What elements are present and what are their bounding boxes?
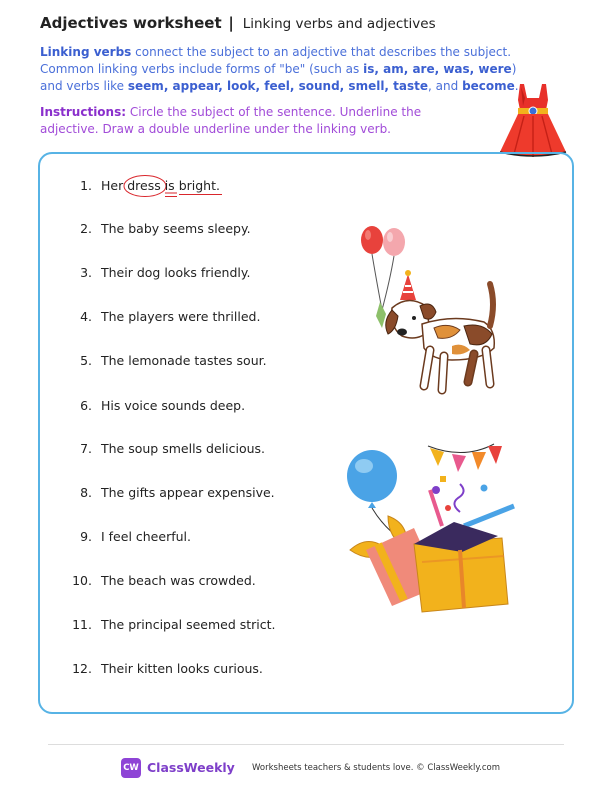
instructions-label: Instructions: xyxy=(40,105,127,119)
item-sentence: His voice sounds deep. xyxy=(101,398,246,413)
item-number: 5. xyxy=(80,353,92,368)
exercise-item xyxy=(64,353,267,368)
intro-label: Linking verbs xyxy=(40,45,132,59)
instructions-paragraph xyxy=(40,104,460,138)
intro-keywords-verbs: seem, appear, look, feel, sound, smell, taste xyxy=(127,79,429,93)
intro-text-2: ) and verbs like xyxy=(40,62,517,93)
exercise-item xyxy=(64,441,265,456)
item-number: 6. xyxy=(80,398,92,413)
exercise-item xyxy=(64,398,245,413)
adjective-underline-mark xyxy=(179,193,223,197)
item-sentence: Their kitten looks curious. xyxy=(101,661,263,676)
example-subject-text: dress xyxy=(127,178,161,193)
title-separator: | xyxy=(228,14,234,32)
item-sentence: The players were thrilled. xyxy=(101,309,261,324)
intro-keyword-become: become xyxy=(462,79,515,93)
intro-keywords-be: is, am, are, was, were xyxy=(363,62,512,76)
item-number: 4. xyxy=(80,309,92,324)
footer-divider xyxy=(48,744,564,745)
item-sentence: I feel cheerful. xyxy=(101,529,191,544)
exercise-item xyxy=(64,661,263,676)
item-sentence: The soup smells delicious. xyxy=(101,441,265,456)
example-word-her: Her xyxy=(101,178,128,193)
example-verb xyxy=(165,178,175,193)
verb-double-underline-mark xyxy=(165,192,179,200)
exercise-item xyxy=(64,309,260,324)
footer-tagline: Worksheets teachers & students love. © ClassWeekly.com xyxy=(252,763,501,773)
red-dress-icon xyxy=(490,80,576,160)
item-sentence: The beach was crowded. xyxy=(101,573,256,588)
item-number: 1. xyxy=(80,178,92,193)
item-number: 7. xyxy=(80,441,92,456)
worksheet-title: Adjectives worksheet xyxy=(40,14,222,32)
exercise-item xyxy=(64,221,251,236)
item-sentence: The baby seems sleepy. xyxy=(101,221,251,236)
exercise-item xyxy=(64,617,276,632)
worksheet-header xyxy=(40,14,436,32)
item-sentence: The principal seemed strict. xyxy=(101,617,276,632)
exercise-item xyxy=(64,529,191,544)
exercise-item xyxy=(64,573,256,588)
item-number: 12. xyxy=(72,661,92,676)
party-dog-illustration xyxy=(352,218,512,398)
classweekly-logo: CW xyxy=(121,758,141,778)
item-sentence: The gifts appear expensive. xyxy=(101,485,275,500)
intro-text-3: , and xyxy=(428,79,463,93)
brand-name: ClassWeekly xyxy=(147,760,235,775)
example-subject xyxy=(127,178,161,193)
exercise-item xyxy=(64,178,220,193)
example-adjective-text: bright xyxy=(178,178,216,193)
item-sentence: Their dog looks friendly. xyxy=(101,265,251,280)
intro-paragraph xyxy=(40,44,540,95)
item-number: 10. xyxy=(72,573,92,588)
item-number: 2. xyxy=(80,221,92,236)
item-number: 8. xyxy=(80,485,92,500)
item-number: 3. xyxy=(80,265,92,280)
item-number: 11. xyxy=(72,617,92,632)
item-sentence: The lemonade tastes sour. xyxy=(101,353,267,368)
intro-text-1: connect the subject to an adjective that describes the subject. Common linking verbs include forms of "be" (such as xyxy=(40,45,512,76)
party-gift-box-illustration xyxy=(344,440,530,620)
subject-circle-mark xyxy=(122,173,168,199)
example-adjective xyxy=(179,178,216,193)
example-period: . xyxy=(216,178,220,193)
item-number: 9. xyxy=(80,529,92,544)
intro-text-4: . xyxy=(514,79,519,93)
exercise-item xyxy=(64,485,275,500)
exercise-item xyxy=(64,265,250,280)
example-verb-text: is xyxy=(164,178,175,193)
instructions-text: Circle the subject of the sentence. Underline the adjective. Draw a double underline under the linking verb. xyxy=(40,105,422,136)
worksheet-subtitle: Linking verbs and adjectives xyxy=(242,16,436,32)
